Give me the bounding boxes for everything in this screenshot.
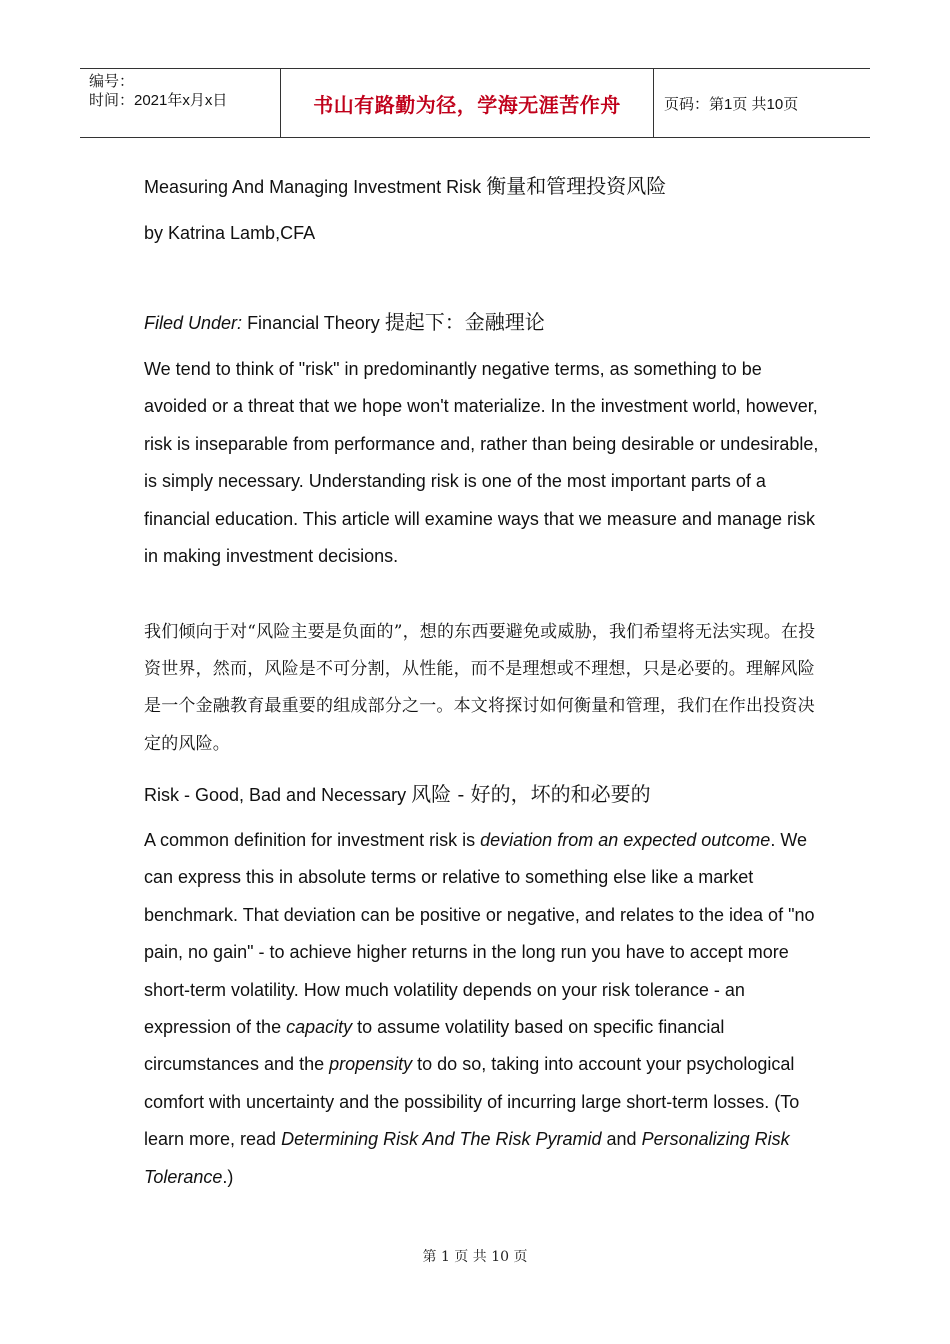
filed-under-value: Financial Theory [247, 313, 380, 333]
number-label: 编号： [89, 73, 135, 90]
header-motto: 书山有路勤为径，学海无涯苦作舟 [313, 92, 621, 117]
risk-text-1: A common definition for investment risk is [144, 830, 481, 850]
risk-text-5: and [601, 1129, 642, 1150]
risk-italic-ref-2: Personalizing Risk Tolerance [144, 1129, 790, 1187]
risk-italic-deviation: deviation from an expected outcome [480, 830, 771, 850]
risk-italic-capacity: capacity [286, 1017, 353, 1038]
risk-text-2: . We can express this in absolute terms or relative to something else like a market benchmark. That deviation can be positive or negative, and relates to the idea of "no pain, no gain" - to achieve higher returns in the long run you have to accept more short-term volatility. How much volatility depends on your risk tolerance - an expression of the [144, 830, 815, 1038]
risk-text-4: to do so, taking into account your psychological comfort with uncertainty and the possibility of incurring large short-term losses. (To learn more, read [144, 1054, 800, 1150]
title-zh: 衡量和管理投资风险 [486, 174, 667, 198]
header-page-cell [654, 69, 870, 137]
header-motto-cell [281, 69, 654, 137]
section-heading-en: Risk - Good, Bad and Necessary [144, 785, 407, 805]
intro-paragraph-zh-container [144, 614, 824, 763]
page-footer: 第 1 页 共 10 页 [422, 1249, 528, 1265]
title-en: Measuring And Managing Investment Risk [144, 177, 482, 197]
page-header [80, 68, 870, 138]
filed-under-label: Filed Under: [144, 313, 243, 333]
intro-paragraph-container [144, 351, 824, 575]
risk-italic-propensity: propensity [329, 1054, 413, 1075]
header-page-info: 页码：第1页 共10页 [664, 95, 799, 113]
intro-paragraph: We tend to think of "risk" in predominantly negative terms, as something to be avoided or a threat that we hope won't materialize. In the investment world, however, risk is inseparable from performance and, rather than being desirable or undesirable, is simply necessary. Understanding risk is one of the most important parts of a financial education. This article will examine ways that we measure and manage risk in making investment decisions. [144, 359, 819, 567]
risk-italic-ref-1: Determining Risk And The Risk Pyramid [281, 1129, 602, 1150]
author-line: by Katrina Lamb,CFA [144, 223, 316, 243]
filed-under-line [144, 306, 545, 335]
section-heading-zh: 风险 - 好的，坏的和必要的 [411, 782, 651, 806]
article-title [144, 170, 666, 199]
time-label: 时间：2021年x月x日 [89, 92, 228, 109]
header-meta-cell [80, 69, 281, 137]
risk-paragraph-container [144, 822, 824, 1196]
section-heading [144, 778, 651, 807]
intro-paragraph-zh: 我们倾向于对“风险主要是负面的”，想的东西要避免或威胁，我们希望将无法实现。在投资世界，然而，风险是不可分割，从性能，而不是理想或不理想，只是必要的。理解风险是一个金融教育最重要的组成部分之一。本文将探讨如何衡量和管理，我们在作出投资决定的风险。 [144, 622, 816, 754]
risk-text-3: to assume volatility based on specific financial circumstances and the [144, 1017, 725, 1075]
filed-under-zh: 提起下：金融理论 [384, 310, 545, 334]
risk-paragraph [144, 822, 824, 1196]
risk-text-6: .) [222, 1166, 234, 1187]
